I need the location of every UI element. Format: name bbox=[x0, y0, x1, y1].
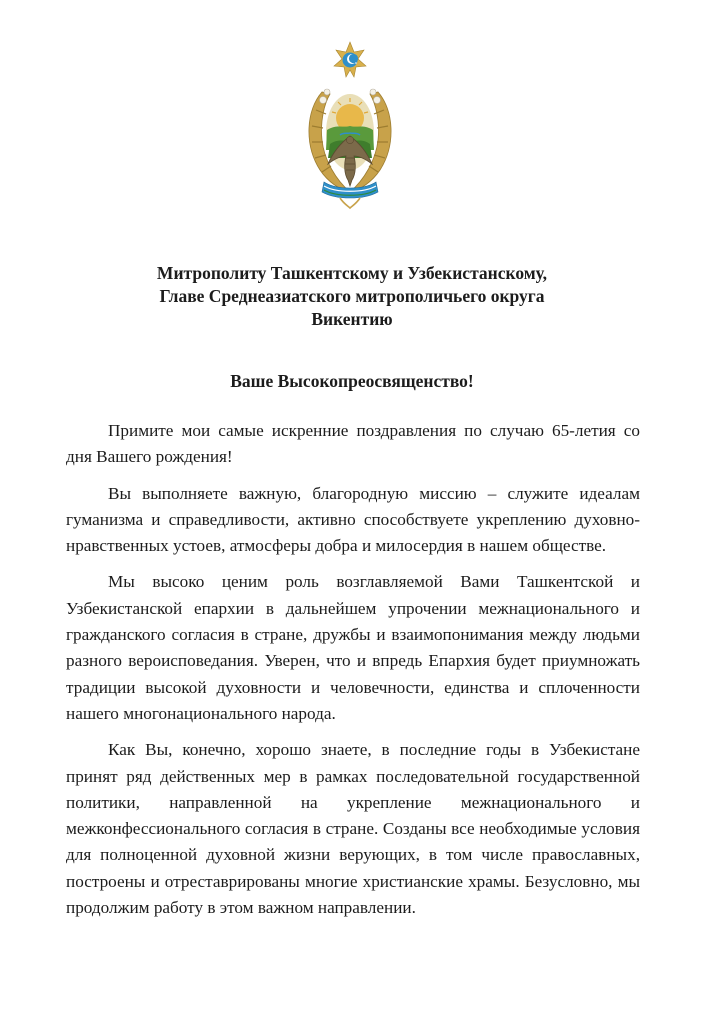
addressee-name: Викентию bbox=[311, 309, 393, 329]
paragraph: Примите мои самые искренние поздравления по случаю 65-летия со дня Вашего рождения! bbox=[66, 421, 640, 467]
addressee-block bbox=[60, 262, 644, 331]
salutation: Ваше Высокопреосвященство! bbox=[230, 371, 474, 391]
paragraph: Мы высоко ценим роль возглавляемой Вами Ташкентской и Узбекистанской епархии в дальнейшем упрочении межнационального и гражданского согласия в стране, дружбы и взаимопонимания между людьми разного вероисповедания. Уверен, что и впредь Епархия будет приумножать традиции высокой духовности и человечности, единства и сплоченности нашего многонационального народа. bbox=[66, 572, 640, 723]
paragraph: Как Вы, конечно, хорошо знаете, в последние годы в Узбекистане принят ряд действенных мер в рамках последовательной государственной политики, направленной на укрепление межнационального и межконфессионального согласия в стране. Созданы все необходимые условия для полноценной духовной жизни верующих, в том числе православных, построены и отреставрированы многие христианские храмы. Безусловно, мы продолжим работу в этом важном направлении. bbox=[66, 740, 640, 918]
star-icon bbox=[334, 42, 366, 77]
addressee-line: Главе Среднеазиатского митрополичьего округа bbox=[159, 286, 545, 306]
paragraph: Вы выполняете важную, благородную миссию – служите идеалам гуманизма и справедливости, активно способствуете укреплению духовно-нравственных устоев, атмосферы добра и милосердия в нашем обществе. bbox=[66, 483, 640, 556]
addressee-line: Митрополиту Ташкентскому и Узбекистанскому, bbox=[156, 263, 548, 283]
state-emblem bbox=[300, 40, 400, 212]
letter-body bbox=[66, 418, 640, 931]
